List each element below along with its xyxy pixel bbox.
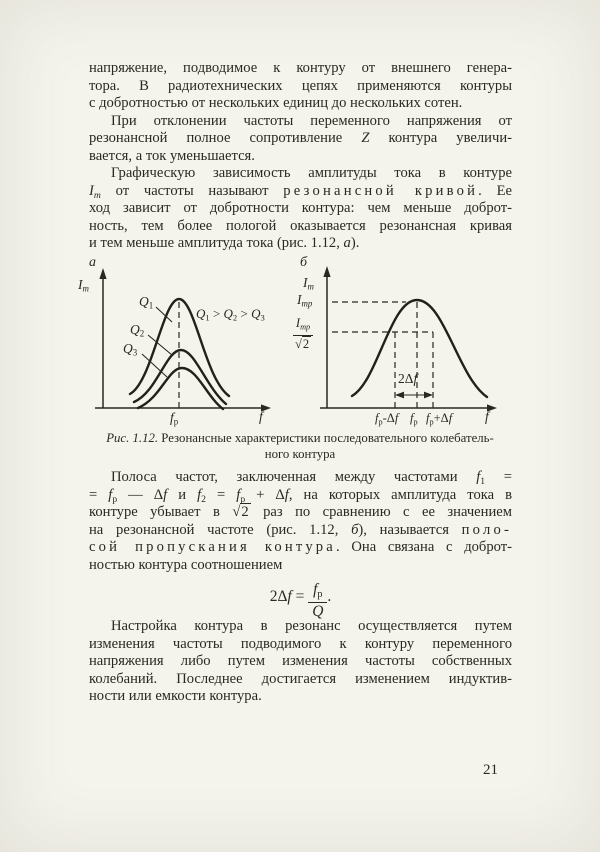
- text-segment: √2: [232, 504, 249, 520]
- text-segment: напряжение, подводимое к контуру от внешнего генера-: [89, 60, 512, 76]
- text-segment: и: [167, 486, 198, 503]
- subplot-b-label: б: [300, 255, 308, 270]
- leader-q2: [148, 335, 172, 355]
- text-segment: -Δ: [382, 411, 395, 425]
- text-segment: √2: [295, 337, 310, 352]
- bandwidth-arrow-right: [424, 392, 433, 399]
- tick-fp-b: [410, 411, 418, 429]
- text-segment: f: [163, 486, 168, 503]
- text-segment: Q: [196, 306, 206, 321]
- text-segment: Рис. 1.12.: [106, 431, 159, 445]
- text-segment: I: [297, 292, 302, 307]
- text-segment: f: [410, 411, 414, 425]
- text-segment: от частоты называют: [100, 182, 284, 199]
- figure-1-12: [0, 255, 600, 433]
- tick-imp-sqrt2-den: [293, 335, 313, 351]
- text-segment: + Δ: [245, 486, 285, 503]
- text-segment: f: [426, 411, 430, 425]
- text-line: [89, 618, 512, 636]
- text-line: [89, 653, 512, 671]
- text-segment: f: [236, 486, 241, 503]
- text-line: [89, 504, 512, 522]
- text-line: [89, 218, 512, 236]
- text-segment: I: [303, 275, 308, 290]
- text-segment: и тем меньше амплитуда тока (рис. 1.12,: [89, 235, 344, 251]
- text-line: [89, 165, 512, 183]
- text-segment: . Ее: [478, 182, 512, 199]
- text-line: [89, 688, 512, 706]
- text-segment: 1: [148, 300, 154, 311]
- formula-fraction: [308, 582, 327, 620]
- text-segment: I: [295, 316, 301, 330]
- text-segment: Q: [139, 294, 149, 309]
- text-line: [89, 130, 512, 148]
- text-segment: р: [317, 589, 323, 601]
- text-segment: Z: [361, 130, 370, 146]
- text-segment: ности или емкости контура.: [89, 688, 262, 704]
- axis-y-label-a: [78, 278, 89, 296]
- text-segment: , на которых амплитуда тока в: [288, 486, 513, 503]
- text-segment: mр: [301, 298, 313, 309]
- text-segment: сой пропускания контура: [89, 539, 336, 555]
- text-segment: напряжения либо путем изменения частоты собственных: [89, 653, 512, 669]
- curve-label-q1: [139, 295, 153, 313]
- text-segment: 2: [201, 493, 206, 505]
- text-line: [89, 95, 512, 113]
- text-segment: I: [78, 277, 83, 292]
- tick-imp-sqrt2: [293, 316, 313, 351]
- formula-numerator: [308, 582, 327, 602]
- text-segment: Q: [123, 341, 133, 356]
- body-text-bottom: [89, 618, 512, 706]
- text-segment: раз по сравнению с ее значением: [250, 504, 512, 520]
- text-segment: =: [89, 486, 109, 503]
- text-segment: =: [205, 486, 237, 503]
- text-segment: б: [351, 521, 359, 538]
- page-number: 21: [483, 762, 498, 778]
- text-segment: f: [108, 486, 113, 503]
- axis-y-label-b: [303, 276, 314, 294]
- text-segment: I: [89, 182, 94, 199]
- body-text-mid: [89, 469, 512, 574]
- text-segment: f: [413, 371, 418, 386]
- text-segment: >: [209, 306, 224, 321]
- text-segment: f: [197, 486, 202, 503]
- text-segment: Настройка контура в резонанс осуществляется путем: [111, 618, 512, 634]
- text-segment: резонансной полное сопротивление: [89, 130, 362, 146]
- text-segment: f: [284, 486, 289, 503]
- text-segment: р: [429, 417, 434, 427]
- text-segment: 3: [260, 312, 265, 323]
- text-segment: f: [259, 409, 263, 424]
- text-segment: f: [394, 411, 399, 425]
- text-segment: 2: [139, 328, 145, 339]
- arrow-up-left: [99, 268, 106, 279]
- text-segment: поло-: [461, 521, 513, 538]
- text-segment: +Δ: [433, 411, 449, 425]
- text-segment: f: [476, 469, 481, 485]
- text-segment: вается, а ток уменьшается.: [89, 147, 255, 164]
- text-segment: m: [82, 283, 89, 294]
- text-line: [89, 183, 512, 201]
- q-inequality-label: [196, 307, 265, 325]
- text-segment: Q: [223, 306, 233, 321]
- text-segment: >: [237, 306, 252, 321]
- text-segment: 2Δ: [269, 588, 288, 606]
- formula-period: .: [327, 588, 332, 606]
- text-segment: р: [413, 417, 418, 427]
- text-segment: 3: [132, 347, 138, 358]
- text-segment: ).: [350, 235, 360, 251]
- text-segment: 2: [232, 312, 238, 323]
- tick-fp-plus: [426, 411, 452, 429]
- bandwidth-arrow-left: [395, 392, 404, 399]
- text-segment: р: [112, 493, 118, 505]
- text-segment: f: [448, 411, 453, 425]
- text-segment: Полоса частот, заключенная между частотами: [111, 469, 477, 485]
- text-line: [89, 522, 512, 540]
- text-segment: 2Δ: [398, 371, 414, 386]
- text-segment: 1: [205, 312, 210, 323]
- text-segment: f: [287, 588, 292, 606]
- text-line: [89, 557, 512, 575]
- text-segment: mр: [300, 322, 311, 332]
- text-segment: f: [313, 581, 318, 598]
- text-segment: контуре убывает в: [89, 504, 233, 520]
- figure-caption: [80, 431, 520, 462]
- text-line: [89, 200, 512, 218]
- text-segment: с добротностью от нескольких единиц до нескольких сотен.: [89, 95, 463, 111]
- text-segment: ход зависит от добротности контура: чем меньше доброт-: [89, 200, 512, 216]
- text-segment: При отклонении частоты переменного напряжения от: [111, 112, 512, 129]
- tick-fp-minus: [375, 411, 398, 429]
- text-segment: ), называется: [358, 521, 462, 538]
- tick-imp: [297, 293, 312, 311]
- text-line: [89, 78, 512, 96]
- text-segment: колебаний. Последнее достигается изменением индуктив-: [89, 670, 512, 687]
- text-segment: Q: [251, 306, 261, 321]
- bandwidth-label: [398, 372, 417, 386]
- text-segment: — Δ: [117, 486, 164, 503]
- text-segment: f: [485, 409, 489, 424]
- bandwidth-formula: [89, 582, 512, 620]
- text-segment: Графическую зависимость амплитуды тока в контуре: [111, 165, 512, 181]
- text-segment: а: [343, 235, 351, 251]
- arrow-up-right: [323, 266, 330, 277]
- text-segment: . Она связана с доброт-: [336, 539, 512, 555]
- text-segment: контура увеличи-: [369, 130, 512, 146]
- text-line: [89, 636, 512, 654]
- axis-x-label-a: [259, 410, 263, 424]
- text-segment: р: [173, 416, 179, 427]
- text-line: [89, 235, 512, 253]
- tick-fp-a: [170, 411, 178, 429]
- text-segment: Q: [312, 602, 324, 620]
- axis-x-label-b: [485, 410, 489, 424]
- text-segment: Резонансные характеристики последовательного колебатель-: [158, 431, 494, 445]
- text-line: [89, 60, 512, 78]
- text-segment: на резонансной частоте (рис. 1.12,: [89, 521, 352, 538]
- text-segment: Q: [130, 322, 140, 337]
- text-line: [89, 671, 512, 689]
- figure-caption-line1: [80, 431, 520, 447]
- text-segment: m: [93, 189, 101, 201]
- curve-label-q2: [130, 323, 144, 341]
- curve-label-q3: [123, 342, 137, 360]
- curve-resonance: [352, 300, 487, 397]
- formula-lhs: [270, 588, 309, 605]
- text-segment: =: [291, 588, 309, 606]
- text-segment: р: [378, 417, 383, 427]
- text-segment: ностью контура соотношением: [89, 556, 283, 573]
- text-segment: ность, тем более пологой оказывается резонансная кривая: [89, 217, 512, 234]
- figure-caption-line2: ного контура: [264, 446, 336, 461]
- subplot-a-label: а: [89, 255, 96, 270]
- text-line: [89, 539, 512, 557]
- text-segment: 1: [480, 475, 486, 487]
- text-segment: f: [375, 411, 379, 425]
- text-segment: m: [307, 281, 314, 292]
- text-segment: =: [485, 469, 512, 485]
- body-text-top: [89, 60, 512, 253]
- text-segment: тора. В радиотехнических цепях применяются контуры: [89, 77, 512, 94]
- text-line: [89, 113, 512, 131]
- text-segment: р: [240, 493, 246, 505]
- text-line: [89, 487, 512, 505]
- text-line: [89, 148, 512, 166]
- text-segment: изменения частоты подводимого к контуру переменного: [89, 635, 512, 652]
- text-segment: f: [170, 410, 174, 425]
- tick-imp-sqrt2-num: [293, 316, 313, 335]
- text-line: [89, 469, 512, 487]
- text-segment: резонансной кривой: [283, 182, 479, 199]
